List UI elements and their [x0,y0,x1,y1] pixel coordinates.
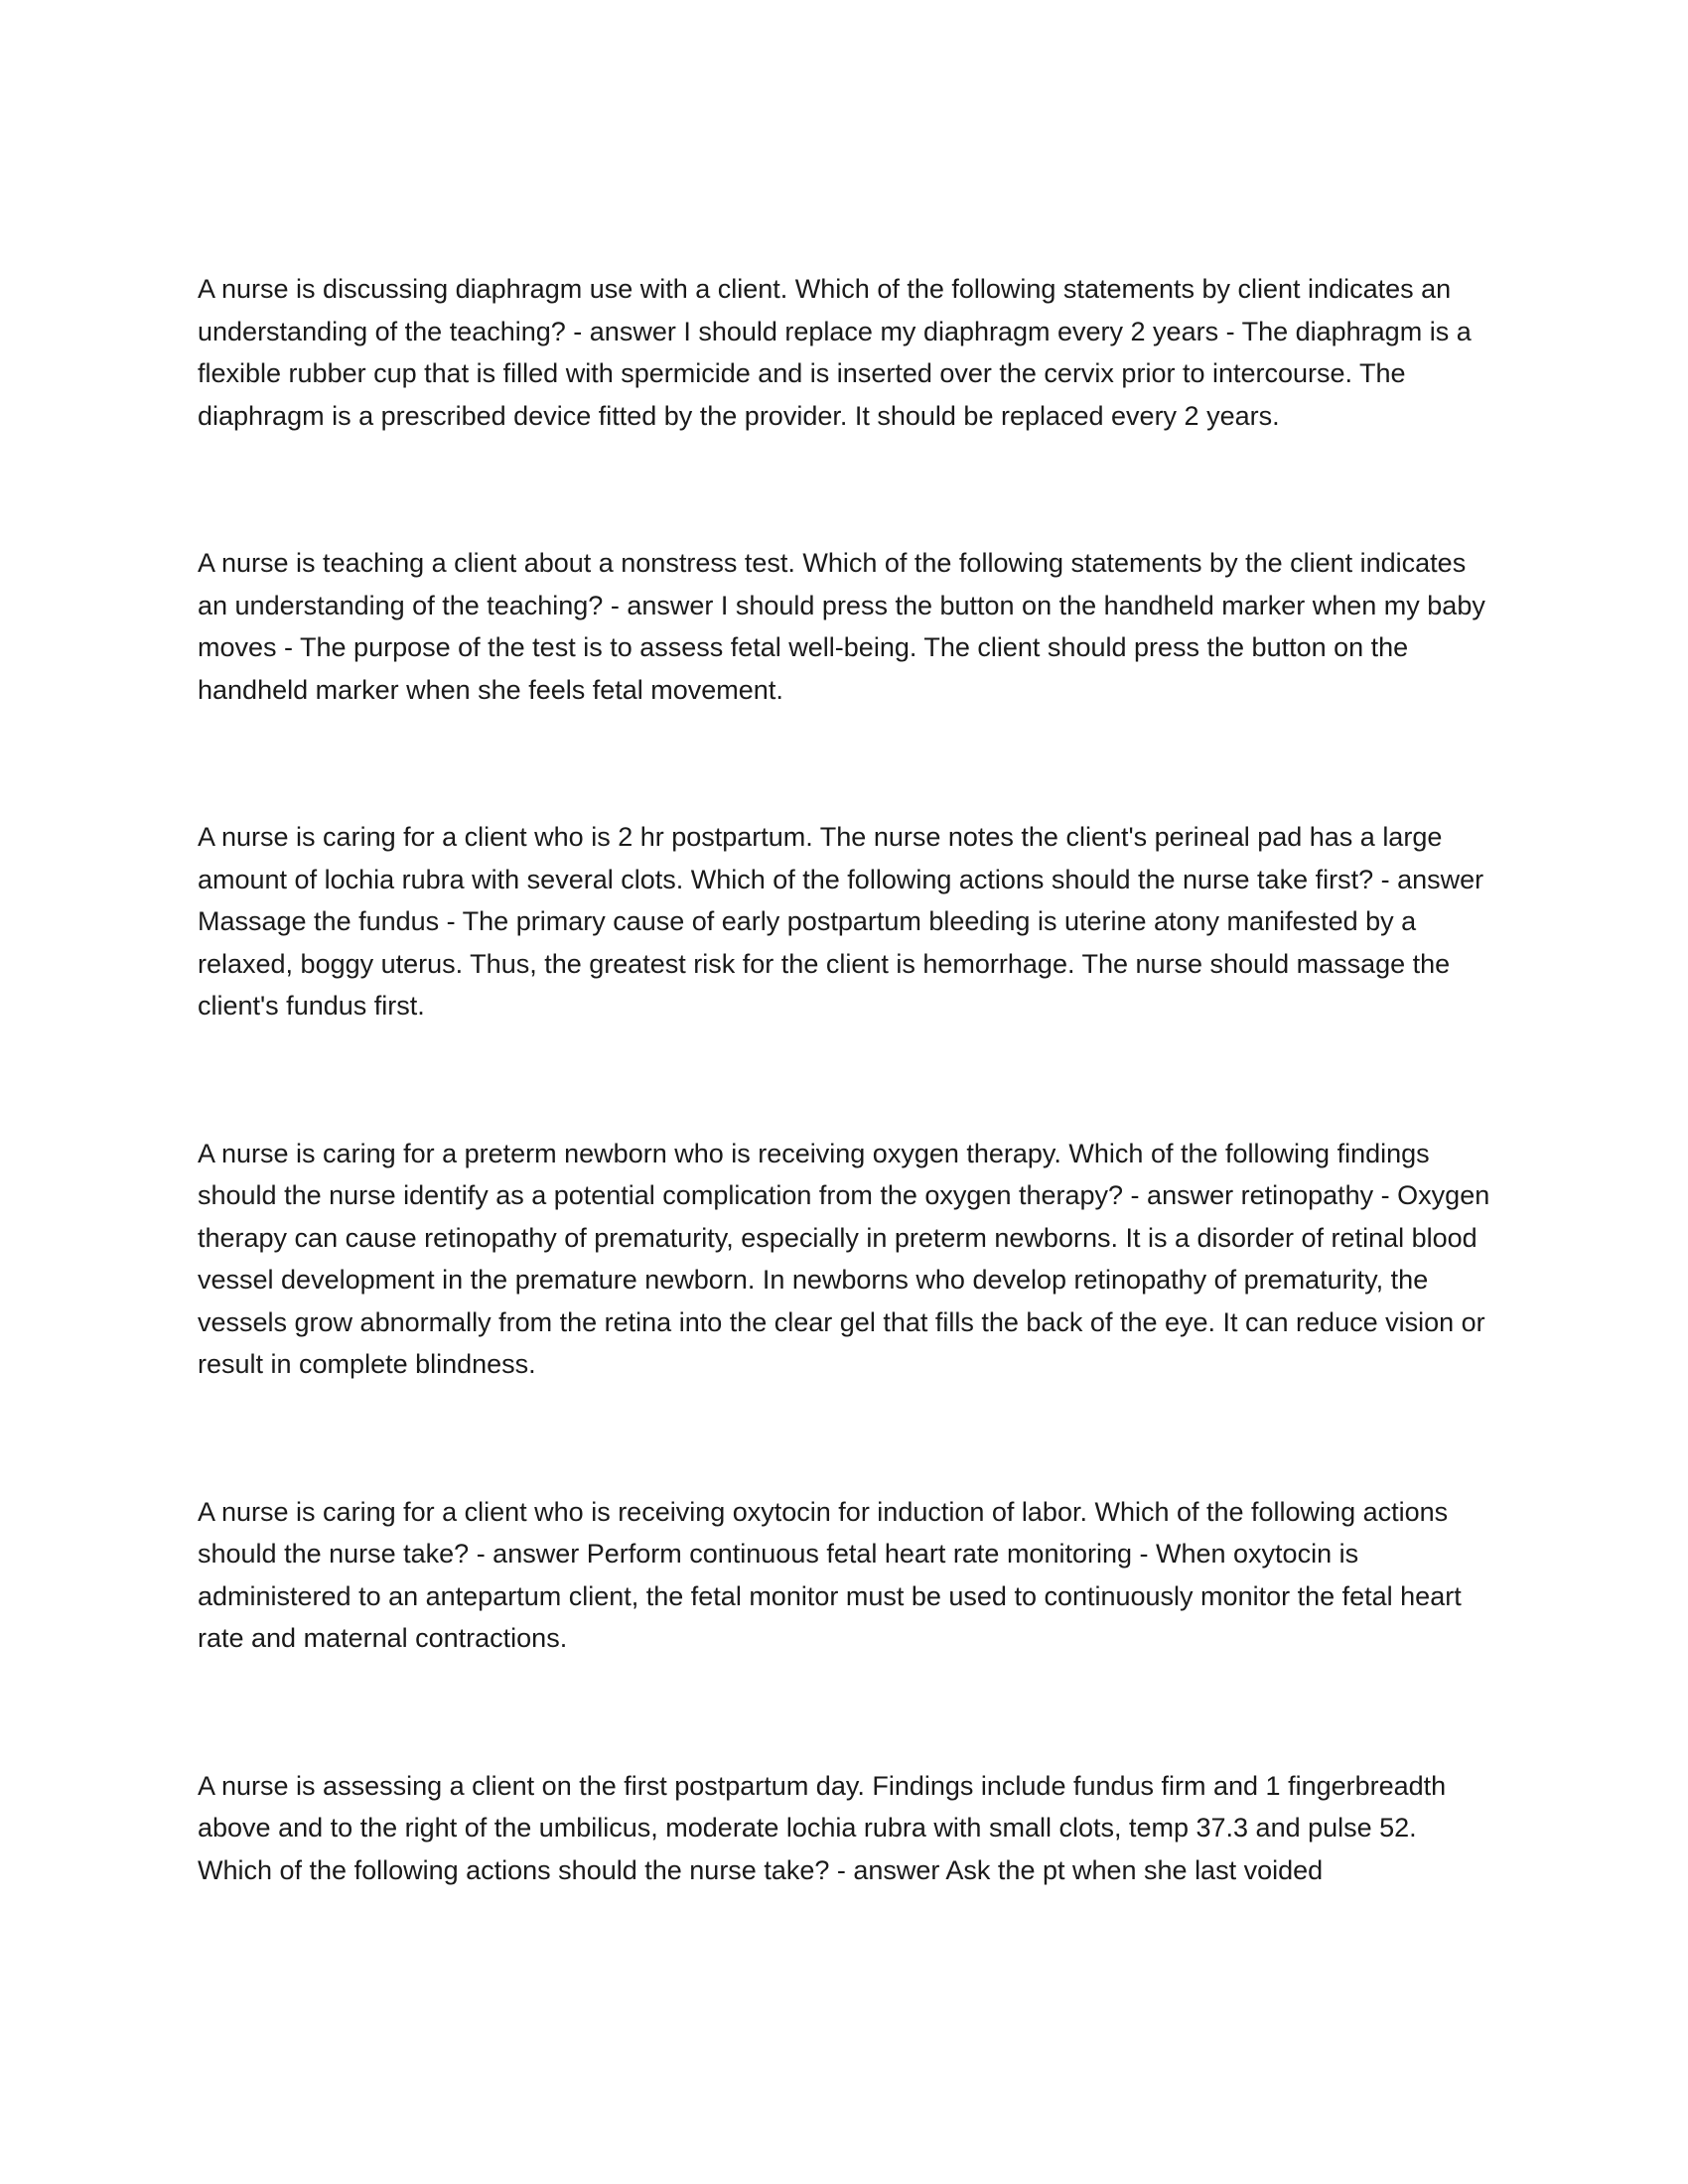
qa-paragraph-nonstress-test: A nurse is teaching a client about a nonstress test. Which of the following statements by the client indicates an understanding of the teaching? - answer I should press the button on the handheld marker when my baby moves - The purpose of the test is to assess fetal well-being. The client should press the button on the handheld marker when she feels fetal movement. [198,548,1485,705]
document-body [198,268,1498,1891]
qa-paragraph-postpartum-bleeding: A nurse is caring for a client who is 2 hr postpartum. The nurse notes the client's perineal pad has a large amount of lochia rubra with several clots. Which of the following actions should the nurse take first? - answer Massage the fundus - The primary cause of early postpartum bleeding is uterine atony manifested by a relaxed, boggy uterus. Thus, the greatest risk for the client is hemorrhage. The nurse should massage the client's fundus first. [198,822,1484,1021]
qa-paragraph-oxygen-therapy: A nurse is caring for a preterm newborn who is receiving oxygen therapy. Which of the following findings should the nurse identify as a potential complication from the oxygen therapy? - answer retinopathy - Oxygen therapy can cause retinopathy of prematurity, especially in preterm newborns. It is a disorder of retinal blood vessel development in the premature newborn. In newborns who develop retinopathy of prematurity, the vessels grow abnormally from the retina into the clear gel that fills the back of the eye. It can reduce vision or result in complete blindness. [198,1138,1490,1379]
qa-paragraph-first-postpartum-day: A nurse is assessing a client on the first postpartum day. Findings include fundus firm and 1 fingerbreadth above and to the right of the umbilicus, moderate lochia rubra with small clots, temp 37.3 and pulse 52. Which of the following actions should the nurse take? - answer Ask the pt when she last voided [198,1770,1447,1885]
qa-paragraph-diaphragm: A nurse is discussing diaphragm use with a client. Which of the following statements by client indicates an understanding of the teaching? - answer I should replace my diaphragm every 2 years - The diaphragm is a flexible rubber cup that is filled with spermicide and is inserted over the cervix prior to intercourse. The diaphragm is a prescribed device fitted by the provider. It should be replaced every 2 years. [198,274,1472,431]
qa-paragraph-oxytocin: A nurse is caring for a client who is receiving oxytocin for induction of labor. Which of the following actions should the nurse take? - answer Perform continuous fetal heart rate monitoring - When oxytocin is administered to an antepartum client, the fetal monitor must be used to continuously monitor the fetal heart rate and maternal contractions. [198,1496,1462,1653]
